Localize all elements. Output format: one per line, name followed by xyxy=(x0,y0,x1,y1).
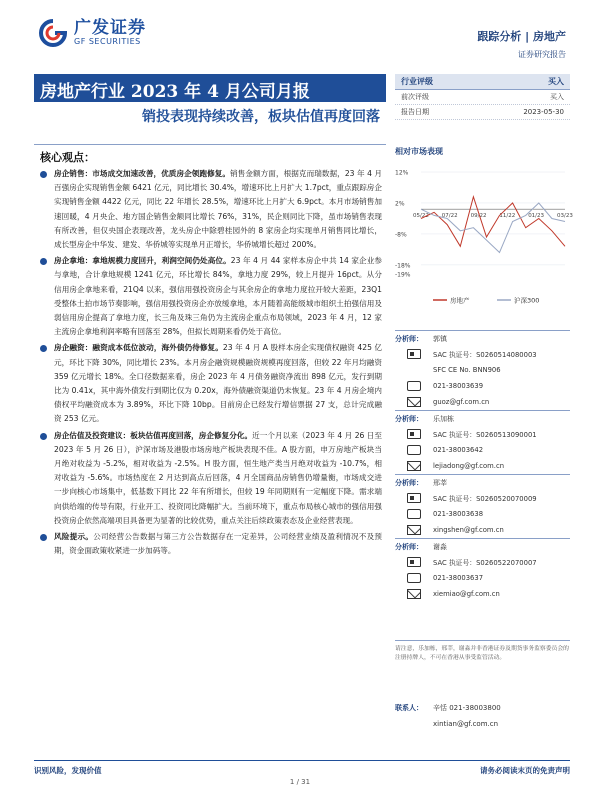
id-card-icon xyxy=(407,429,421,439)
id-card-icon xyxy=(407,557,421,567)
analyst-block xyxy=(395,410,570,474)
prev-rating-label: 前次评级 xyxy=(401,93,429,101)
analyst-label: 分析师： xyxy=(395,414,423,423)
analyst-phone: 021-38003642 xyxy=(433,446,484,454)
para-lead: 房企销售：市场成交加速改善，优质房企领跑修复。 xyxy=(54,169,231,178)
x-tick-label: 11/22 xyxy=(499,213,516,220)
para-sales xyxy=(40,167,382,252)
footer-divider xyxy=(34,760,570,761)
analyst-block xyxy=(395,538,570,602)
report-date-row xyxy=(395,105,570,120)
series-line-csi300 xyxy=(421,203,565,253)
prev-rating-value: 买入 xyxy=(550,93,564,101)
analyst-name: 邢莘 xyxy=(433,478,447,487)
contact-panel xyxy=(395,700,570,732)
analyst-cert: SAC 执证号：S0260514080003 xyxy=(433,351,537,359)
company-logo xyxy=(38,18,146,48)
x-tick-label: 01/23 xyxy=(528,213,545,220)
analyst-name: 谢淼 xyxy=(433,542,447,551)
analyst-label: 分析师： xyxy=(395,478,423,487)
para-risk xyxy=(40,530,382,558)
analyst-block xyxy=(395,474,570,538)
id-card-icon xyxy=(407,349,421,359)
rating-panel xyxy=(395,74,570,120)
para-body: 公司经营公告数据与第三方公告数据存在一定差异，公司经营业绩及盈利情况不及预期，资金面政策收紧进一步加码等。 xyxy=(54,532,382,556)
id-card-icon xyxy=(407,493,421,503)
analyst-name: 郭镇 xyxy=(433,334,447,343)
series-line-property xyxy=(421,197,565,247)
phone-icon xyxy=(407,573,421,583)
bullet-icon xyxy=(40,258,47,265)
phone-icon xyxy=(407,509,421,519)
title-divider xyxy=(34,144,386,145)
y-tick-label: -8% xyxy=(395,231,407,239)
logo-cn: 广发证券 xyxy=(74,18,146,38)
gf-logo-icon xyxy=(38,18,68,48)
y-tick-label: 2% xyxy=(395,200,405,208)
para-land xyxy=(40,254,382,339)
para-valuation xyxy=(40,429,382,528)
report-date-label: 报告日期 xyxy=(401,108,429,116)
disclosure-note: 请注意，乐加栋，邢莘，谢淼并非香港证券及期货事务监察委员会的注册持牌人，不可在香港从事受监管活动。 xyxy=(395,640,570,663)
footer-slogan: 识别风险，发现价值 xyxy=(34,766,102,775)
rating-label: 行业评级 xyxy=(401,77,433,86)
phone-icon xyxy=(407,445,421,455)
analyst-cert: SAC 执证号：S0260520070009 xyxy=(433,495,537,503)
para-financing xyxy=(40,341,382,426)
analyst-email[interactable]: xingshen@gf.com.cn xyxy=(433,526,504,534)
chart-title: 相对市场表现 xyxy=(395,147,443,156)
analyst-cert: SAC 执证号：S0260522070007 xyxy=(433,559,537,567)
prev-rating-row xyxy=(395,90,570,105)
legend-label: 沪深300 xyxy=(514,296,540,305)
core-views-heading: 核心观点： xyxy=(40,151,95,164)
logo-en: GF SECURITIES xyxy=(74,37,141,46)
analyst-email[interactable]: xiemiao@gf.com.cn xyxy=(433,590,500,598)
report-title: 房地产行业 2023 年 4 月公司月报 xyxy=(40,82,310,102)
para-lead: 风险提示。 xyxy=(54,532,94,542)
analyst-label: 分析师： xyxy=(395,542,423,551)
y-tick-label: -19% xyxy=(395,271,411,279)
phone-icon xyxy=(407,381,421,391)
analysts-panel xyxy=(395,330,570,602)
para-body: 23 年 4 月 A 股样本房企实现债权融资 425 亿元，环比下降 30%，同比增长 23%。本月房企融资规模融资规模再度回落，但较 22 年月均融资 359 亿元增长 18%。全口径数据来看，房企 2023 年 4 月债务融资净流出 898 亿元，发行到期比为 0.41x，其中海外债发行到期比仅为 0.20x，海外债融资渠道仍未恢复。23 年 4 月房企境内债权平均融资成本为 3.89%，环比下降 10bp。目前房企已经发行增信票据 27 支，总计完成融资 253 亿元。 xyxy=(54,343,383,424)
analyst-cert: SAC 执证号：S0260513090001 xyxy=(433,431,537,439)
bullet-icon xyxy=(40,171,47,178)
x-tick-label: 09/22 xyxy=(470,213,487,220)
mail-icon xyxy=(407,397,421,407)
analyst-email[interactable]: guoz@gf.com.cn xyxy=(433,398,490,406)
analyst-phone: 021-38003639 xyxy=(433,382,484,390)
report-header xyxy=(0,0,600,68)
y-tick-label: -18% xyxy=(395,262,411,270)
analyst-sfc: SFC CE No. BNN906 xyxy=(433,366,501,374)
contact-name-phone: 辛恬 021-38003800 xyxy=(433,704,501,712)
bullet-icon xyxy=(40,345,47,352)
para-body: 销售金额方面，根据克而瑞数据，23 年 4 月百强房企实现销售金额 6421 亿元，同比增长 30.4%，增速环比上月扩大 1.7pct，重点跟踪房企实现销售金额 4422 亿元，同比 22 年增长 28.5%，增速环比上月扩大 6.9pct。本月市场销售加速回暖，4 月央企、地方国企销售金额同比增长 76%，31%，民企则同比下降，虽市场销售表现有所改善，但仅央国企表现改善，龙头房企中除碧桂园外的 8 家房企均实现单月销售同比增长，成长型房企中华发、建发、华侨城等实现单月正增长，华侨城增长超过 200%。 xyxy=(54,169,382,250)
analyst-phone: 021-38003637 xyxy=(433,574,484,582)
para-body: 23 年 4 月 44 家样本房企中共 14 家企业参与拿地，合计拿地规模 1241 亿元，环比增长 84%，拿地力度 29%，较上月提升 16pct。从分信用房企拿地来看，21Q4 以来，强信用强投资房企与其余房企的拿地力度拉开较大差距，23Q1 受整体土拍市场节奏影响，强信用强投资房企亦放缓拿地，本月随着高能级城市组织土拍强信用及弱信用房企提高了拿地力度，长三角及珠三角仍为主流房企重点布局领域，2023 年 4 月，12 家主流房企拿地利润率略有回落至 28%，但拟长周期来看仍处于高位。 xyxy=(54,256,382,337)
contact-email[interactable]: xintian@gf.com.cn xyxy=(433,720,499,728)
analyst-block xyxy=(395,330,570,410)
mail-icon xyxy=(407,461,421,471)
contact-label: 联系人： xyxy=(395,704,423,712)
para-body: 近一个月以来（2023 年 4 月 26 日至 2023 年 5 月 26 日），沪深市场及港股市场房地产板块表现不佳。A 股方面，申万房地产板块当月绝对收益为 -5.2%，相对收益为 -2.5%。H 股方面，恒生地产类当月绝对收益为 -10.7%，相对收益为 -5.6%。市场热度在 2 月达到高点后回落，4 月全国商品房销售仍增量衡，市场成交进一步向核心市场集中，低基数下同比 22 年有所增长，但较 19 年同期则有一定幅度下降。需求端向供给端的传导有限，行业开工、投资同比降幅扩大。当前环境下，重点布局核心城市的强信用强投资房企依然高端项目具备更为显著的比较优势，重点关注后续政策表态及企业经营表现。 xyxy=(54,430,383,525)
mail-icon xyxy=(407,525,421,535)
analyst-phone: 021-38003638 xyxy=(433,510,484,518)
report-date-value: 2023-05-30 xyxy=(523,108,564,116)
bullet-icon xyxy=(40,534,47,541)
core-views-body xyxy=(40,167,382,560)
y-tick-label: 12% xyxy=(395,169,409,177)
analyst-name: 乐加栋 xyxy=(433,414,454,423)
x-tick-label: 03/23 xyxy=(557,213,573,220)
report-sub: 证券研究报告 xyxy=(518,50,566,59)
relative-performance-chart xyxy=(393,160,573,310)
page-number: 1 / 31 xyxy=(289,778,311,786)
rating-bar xyxy=(395,74,570,90)
rating-value: 买入 xyxy=(548,77,564,86)
footer-disclaimer: 请务必阅读末页的免责声明 xyxy=(480,766,570,775)
legend-label: 房地产 xyxy=(450,296,470,305)
para-lead: 房企拿地：拿地规模力度回升，利润空间仍处高位。 xyxy=(54,256,231,266)
mail-icon xyxy=(407,589,421,599)
para-lead: 房企估值及投资建议：板块估值再度回落，房企修复分化。 xyxy=(54,430,253,440)
analyst-label: 分析师： xyxy=(395,334,423,343)
report-subtitle: 销投表现持续改善，板块估值再度回落 xyxy=(142,109,380,125)
analyst-email[interactable]: lejiadong@gf.com.cn xyxy=(433,462,504,470)
x-tick-label: 05/22 xyxy=(413,213,429,220)
para-lead: 房企融资：融资成本低位波动，海外债仍待修复。 xyxy=(54,343,223,353)
bullet-icon xyxy=(40,433,47,440)
report-type: 跟踪分析 | 房地产 xyxy=(477,30,566,43)
x-tick-label: 07/22 xyxy=(441,213,458,220)
